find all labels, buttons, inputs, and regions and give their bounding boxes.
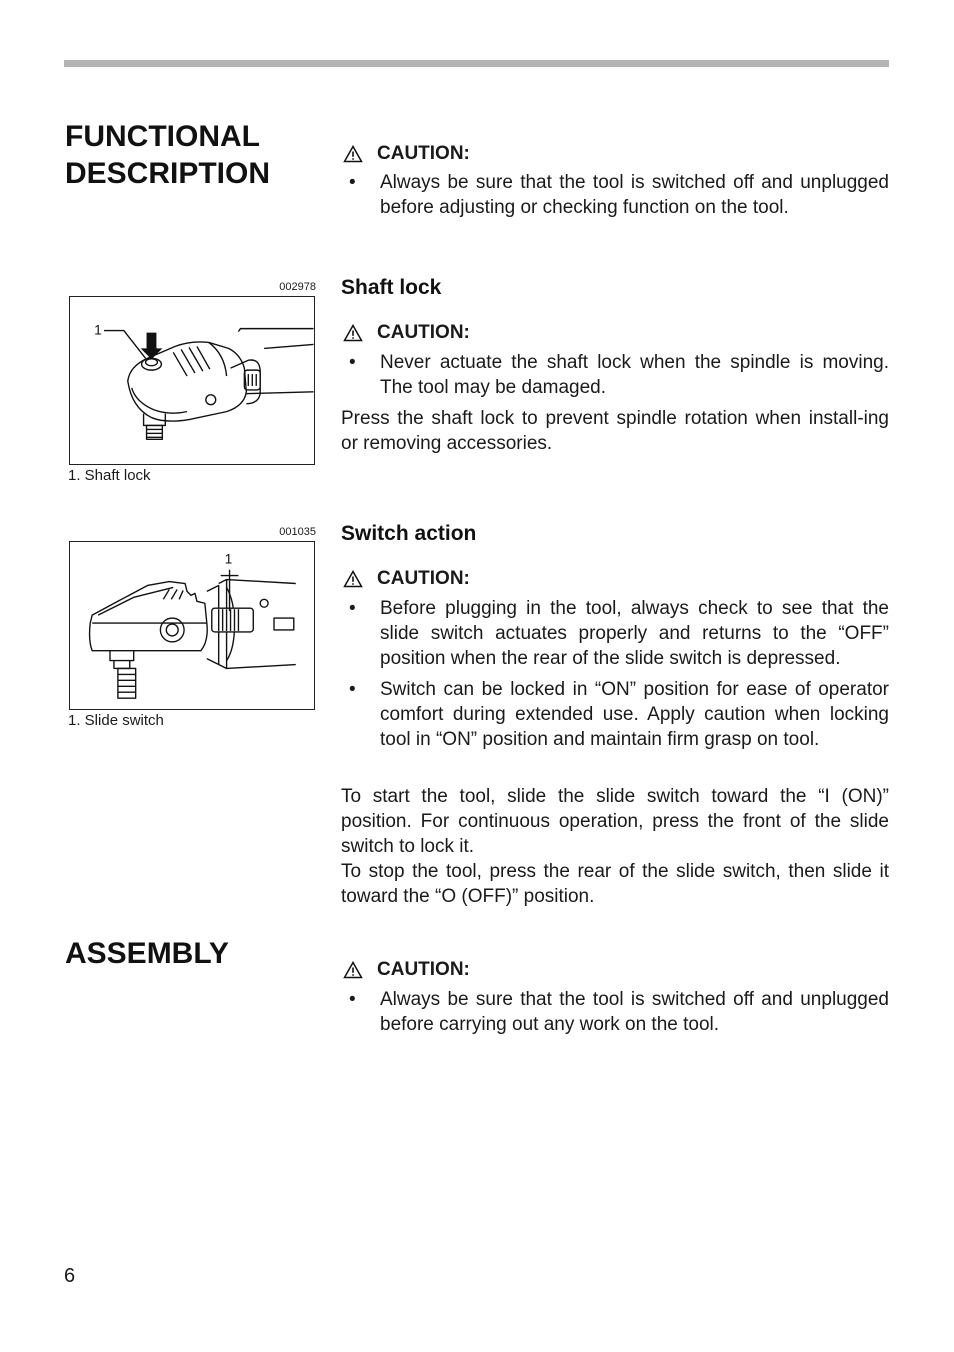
list-item: • Before plugging in the tool, always check to see that the slide switch actuates properly and returns to the “OFF” position when the rear of the slide switch is depressed.	[349, 598, 889, 669]
list-item: • Switch can be locked in “ON” position for ease of operator comfort during extended use. Apply caution when locking tool in “ON” position and maintain firm grasp on tool.	[349, 679, 889, 750]
list-item: • Always be sure that the tool is switched off and unplugged before adjusting or checking function on the tool.	[349, 172, 889, 218]
functional-description-heading: FUNCTIONAL DESCRIPTION	[65, 120, 271, 190]
grinder-shaft-lock-illustration	[70, 297, 314, 464]
warning-triangle-icon	[343, 570, 363, 588]
figure-callout: 1	[224, 550, 233, 567]
caution-label: CAUTION:	[343, 142, 470, 166]
figure-caption: 1. Shaft lock	[68, 467, 151, 484]
body-paragraph: To start the tool, slide the slide switch toward the “I (ON)” position. For continuous operation, press the front of the slide switch to lock it.	[341, 786, 889, 857]
slide-switch-figure	[69, 541, 315, 710]
header-rule	[64, 60, 889, 67]
figure-code: 001035	[279, 526, 316, 538]
list-item: • Always be sure that the tool is switched off and unplugged before carrying out any work on the tool.	[349, 989, 889, 1035]
section-title-switch-action: Switch action	[341, 522, 477, 545]
list-item: • Never actuate the shaft lock when the spindle is moving. The tool may be damaged.	[349, 352, 889, 398]
body-paragraph: To stop the tool, press the rear of the slide switch, then slide it toward the “O (OFF)” position.	[341, 861, 889, 907]
section-title-shaft-lock: Shaft lock	[341, 276, 442, 299]
figure-callout: 1	[94, 321, 102, 338]
caution-label: CAUTION:	[343, 567, 470, 591]
caution-label: CAUTION:	[343, 958, 470, 982]
warning-triangle-icon	[343, 961, 363, 979]
warning-triangle-icon	[343, 145, 363, 163]
grinder-slide-switch-illustration	[70, 542, 314, 709]
assembly-heading: ASSEMBLY	[65, 937, 229, 970]
page-number: 6	[64, 1265, 76, 1287]
body-paragraph: Press the shaft lock to prevent spindle rotation when install-ing or removing accessories.	[341, 408, 889, 454]
figure-code: 002978	[279, 281, 316, 293]
warning-triangle-icon	[343, 324, 363, 342]
figure-caption: 1. Slide switch	[68, 712, 164, 729]
shaft-lock-figure	[69, 296, 315, 465]
caution-label: CAUTION:	[343, 321, 470, 345]
